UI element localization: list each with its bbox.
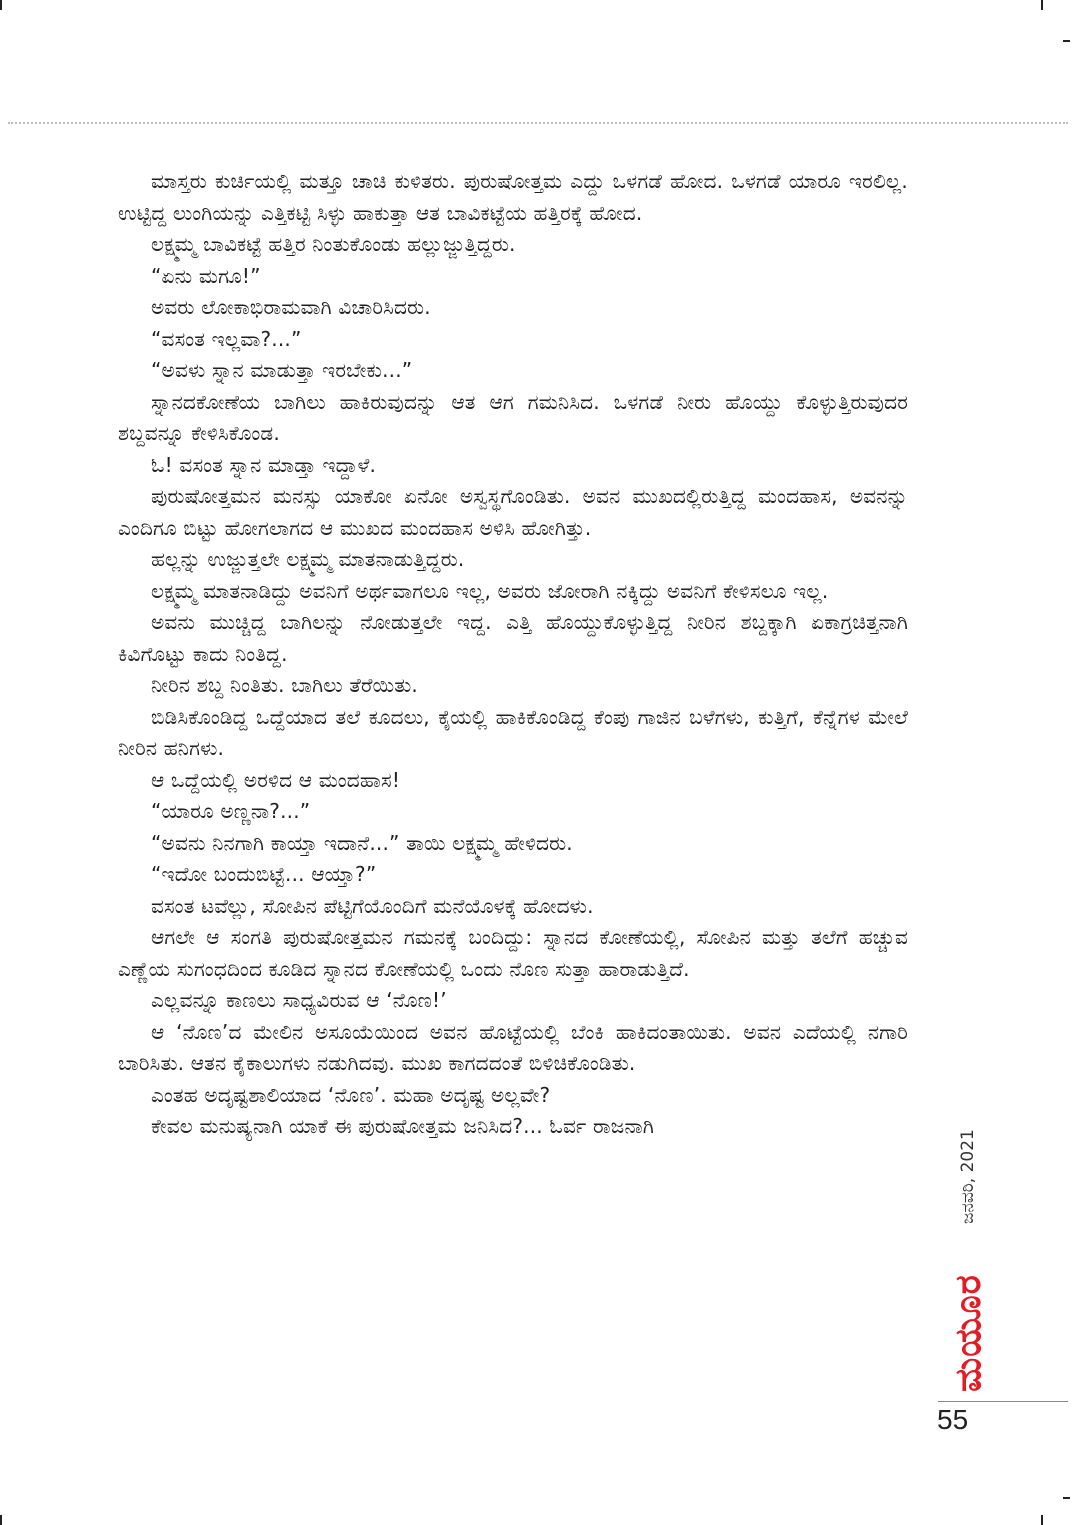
paragraph: ಹಲ್ಲನ್ನು ಉಜ್ಜುತ್ತಲೇ ಲಕ್ಷ್ಮಮ್ಮ ಮಾತನಾಡುತ್ತಿದ್ದರು. <box>151 547 465 571</box>
paragraph: “ಯಾರೂ ಅಣ್ಣನಾ?...” <box>151 799 311 823</box>
page-number-rule <box>938 1401 1068 1402</box>
article-body <box>118 166 908 1143</box>
paragraph: ಓ! ವಸಂತ ಸ್ನಾನ ಮಾಡ್ತಾ ಇದ್ದಾಳೆ. <box>151 452 377 477</box>
paragraph: ಎಲ್ಲವನ್ನೂ ಕಾಣಲು ಸಾಧ್ಯವಿರುವ ಆ ‘ನೊಣ!’ <box>151 988 447 1012</box>
crop-mark-top-right-horizontal <box>1063 40 1070 42</box>
paragraph: ನೀರಿನ ಶಬ್ದ ನಿಂತಿತು. ಬಾಗಿಲು ತೆರೆಯಿತು. <box>151 673 418 697</box>
paragraph: ಅವರು ಲೋಕಾಭಿರಾಮವಾಗಿ ವಿಚಾರಿಸಿದರು. <box>151 295 431 319</box>
paragraph: ಅವನು ಮುಚ್ಚಿದ್ದ ಬಾಗಿಲನ್ನು ನೋಡುತ್ತಲೇ ಇದ್ದ. ಎತ್ತಿ ಹೊಯ್ದುಕೊಳ್ಳುತ್ತಿದ್ದ ನೀರಿನ ಶಬ್ದಕ್ಕಾಗಿ ಏಕಾಗ್ರಚಿತ್ತನಾಗಿ ಕಿವಿಗೊಟ್ಟು ಕಾದು ನಿಂತಿದ್ದ. <box>118 610 908 666</box>
paragraph: ಲಕ್ಷ್ಮಮ್ಮ ಮಾತನಾಡಿದ್ದು ಅವನಿಗೆ ಅರ್ಥವಾಗಲೂ ಇಲ್ಲ, ಅವರು ಜೋರಾಗಿ ನಕ್ಕಿದ್ದು ಅವನಿಗೆ ಕೇಳಿಸಲೂ ಇಲ್ಲ. <box>151 578 829 603</box>
page-number: 55 <box>937 1404 969 1435</box>
paragraph: “ಏನು ಮಗೂ!” <box>151 263 261 288</box>
paragraph: “ವಸಂತ ಇಲ್ಲವಾ?...” <box>151 326 302 351</box>
paragraph: “ಅವನು ನಿನಗಾಗಿ ಕಾಯ್ತಾ ಇದಾನೆ...” ತಾಯಿ ಲಕ್ಷ್ಮಮ್ಮ ಹೇಳಿದರು. <box>151 830 573 855</box>
paragraph: ಆಗಲೇ ಆ ಸಂಗತಿ ಪುರುಷೋತ್ತಮನ ಗಮನಕ್ಕೆ ಬಂದಿದ್ದು: ಸ್ನಾನದ ಕೋಣೆಯಲ್ಲಿ, ಸೋಪಿನ ಮತ್ತು ತಲೆಗೆ ಹಚ್ಚುವ ಎಣ್ಣೆಯ ಸುಗಂಧದಿಂದ ಕೂಡಿದ ಸ್ನಾನದ ಕೋಣೆಯಲ್ಲಿ ಒಂದು ನೊಣ ಸುತ್ತಾ ಹಾರಾಡುತ್ತಿದೆ. <box>118 925 908 981</box>
paragraph: ಎಂತಹ ಅದೃಷ್ಟಶಾಲಿಯಾದ ‘ನೊಣ’. ಮಹಾ ಅದೃಷ್ಟ ಅಲ್ಲವೇ? <box>151 1082 551 1107</box>
issue-date: ಜನವರಿ, 2021 <box>958 1129 978 1224</box>
dotted-header-rule <box>8 122 1068 124</box>
paragraph: ಲಕ್ಷ್ಮಮ್ಮ ಬಾವಿಕಟ್ಟೆ ಹತ್ತಿರ ನಿಂತುಕೊಂಡು ಹಲ್ಲುಜ್ಜುತ್ತಿದ್ದರು. <box>151 232 516 256</box>
paragraph: ಮಾಸ್ತರು ಕುರ್ಚಿಯಲ್ಲಿ ಮತ್ತೂ ಚಾಚಿ ಕುಳಿತರು. ಪುರುಷೋತ್ತಮ ಎದ್ದು ಒಳಗಡೆ ಹೋದ. ಒಳಗಡೆ ಯಾರೂ ಇರಲಿಲ್ಲ. ಉಟ್ಟಿದ್ದ ಲುಂಗಿಯನ್ನು ಎತ್ತಿಕಟ್ಟಿ ಸಿಳ್ಳು ಹಾಕುತ್ತಾ ಆತ ಬಾವಿಕಟ್ಟೆಯ ಹತ್ತಿರಕ್ಕೆ ಹೋದ. <box>118 169 908 225</box>
paragraph: ಸ್ನಾನದಕೋಣೆಯ ಬಾಗಿಲು ಹಾಕಿರುವುದನ್ನು ಆತ ಆಗ ಗಮನಿಸಿದ. ಒಳಗಡೆ ನೀರು ಹೊಯ್ದು ಕೊಳ್ಳುತ್ತಿರುವುದರ ಶಬ್ದವನ್ನೂ ಕೇಳಿಸಿಕೊಂಡ. <box>118 389 908 445</box>
crop-mark-bottom-right-horizontal <box>1063 1497 1070 1499</box>
crop-mark-top-right <box>1041 0 1043 10</box>
crop-mark-bottom-right <box>1041 1515 1043 1525</box>
paragraph: “ಇದೋ ಬಂದುಬಿಟ್ಟೆ... ಆಯ್ತಾ?” <box>151 862 377 886</box>
magazine-logo: ಮಯೂರ <box>948 1274 989 1392</box>
paragraph: “ಅವಳು ಸ್ನಾನ ಮಾಡುತ್ತಾ ಇರಬೇಕು...” <box>151 358 413 382</box>
crop-mark-top-left <box>0 0 2 10</box>
paragraph: ಆ ‘ನೊಣ’ದ ಮೇಲಿನ ಅಸೂಯೆಯಿಂದ ಅವನ ಹೊಟ್ಟೆಯಲ್ಲಿ ಬೆಂಕಿ ಹಾಕಿದಂತಾಯಿತು. ಅವನ ಎದೆಯಲ್ಲಿ ನಗಾರಿ ಬಾರಿಸಿತು. ಆತನ ಕೈಕಾಲುಗಳು ನಡುಗಿದವು. ಮುಖ ಕಾಗದದಂತೆ ಬಿಳಿಚಿಕೊಂಡಿತು. <box>118 1019 908 1075</box>
paragraph: ಪುರುಷೋತ್ತಮನ ಮನಸ್ಸು ಯಾಕೋ ಏನೋ ಅಸ್ವಸ್ಥಗೊಂಡಿತು. ಅವನ ಮುಖದಲ್ಲಿರುತ್ತಿದ್ದ ಮಂದಹಾಸ, ಅವನನ್ನು ಎಂದಿಗೂ ಬಿಟ್ಟು ಹೋಗಲಾಗದ ಆ ಮುಖದ ಮಂದಹಾಸ ಅಳಿಸಿ ಹೋಗಿತ್ತು. <box>118 484 908 540</box>
paragraph: ಆ ಒದ್ದೆಯಲ್ಲಿ ಅರಳಿದ ಆ ಮಂದಹಾಸ! <box>151 767 401 792</box>
paragraph: ಕೇವಲ ಮನುಷ್ಯನಾಗಿ ಯಾಕೆ ಈ ಪುರುಷೋತ್ತಮ ಜನಿಸಿದ?... ಓರ್ವ ರಾಜನಾಗಿ <box>151 1114 654 1138</box>
paragraph: ಬಿಡಿಸಿಕೊಂಡಿದ್ದ ಒದ್ದೆಯಾದ ತಲೆ ಕೂದಲು, ಕೈಯಲ್ಲಿ ಹಾಕಿಕೊಂಡಿದ್ದ ಕೆಂಪು ಗಾಜಿನ ಬಳೆಗಳು, ಕುತ್ತಿಗೆ, ಕೆನ್ನೆಗಳ ಮೇಲೆ ನೀರಿನ ಹನಿಗಳು. <box>118 704 908 760</box>
crop-mark-bottom-left <box>0 1515 2 1525</box>
paragraph: ವಸಂತ ಟವೆಲ್ಲು, ಸೋಪಿನ ಪೆಟ್ಟಿಗೆಯೊಂದಿಗೆ ಮನೆಯೊಳಕ್ಕೆ ಹೋದಳು. <box>151 893 594 918</box>
